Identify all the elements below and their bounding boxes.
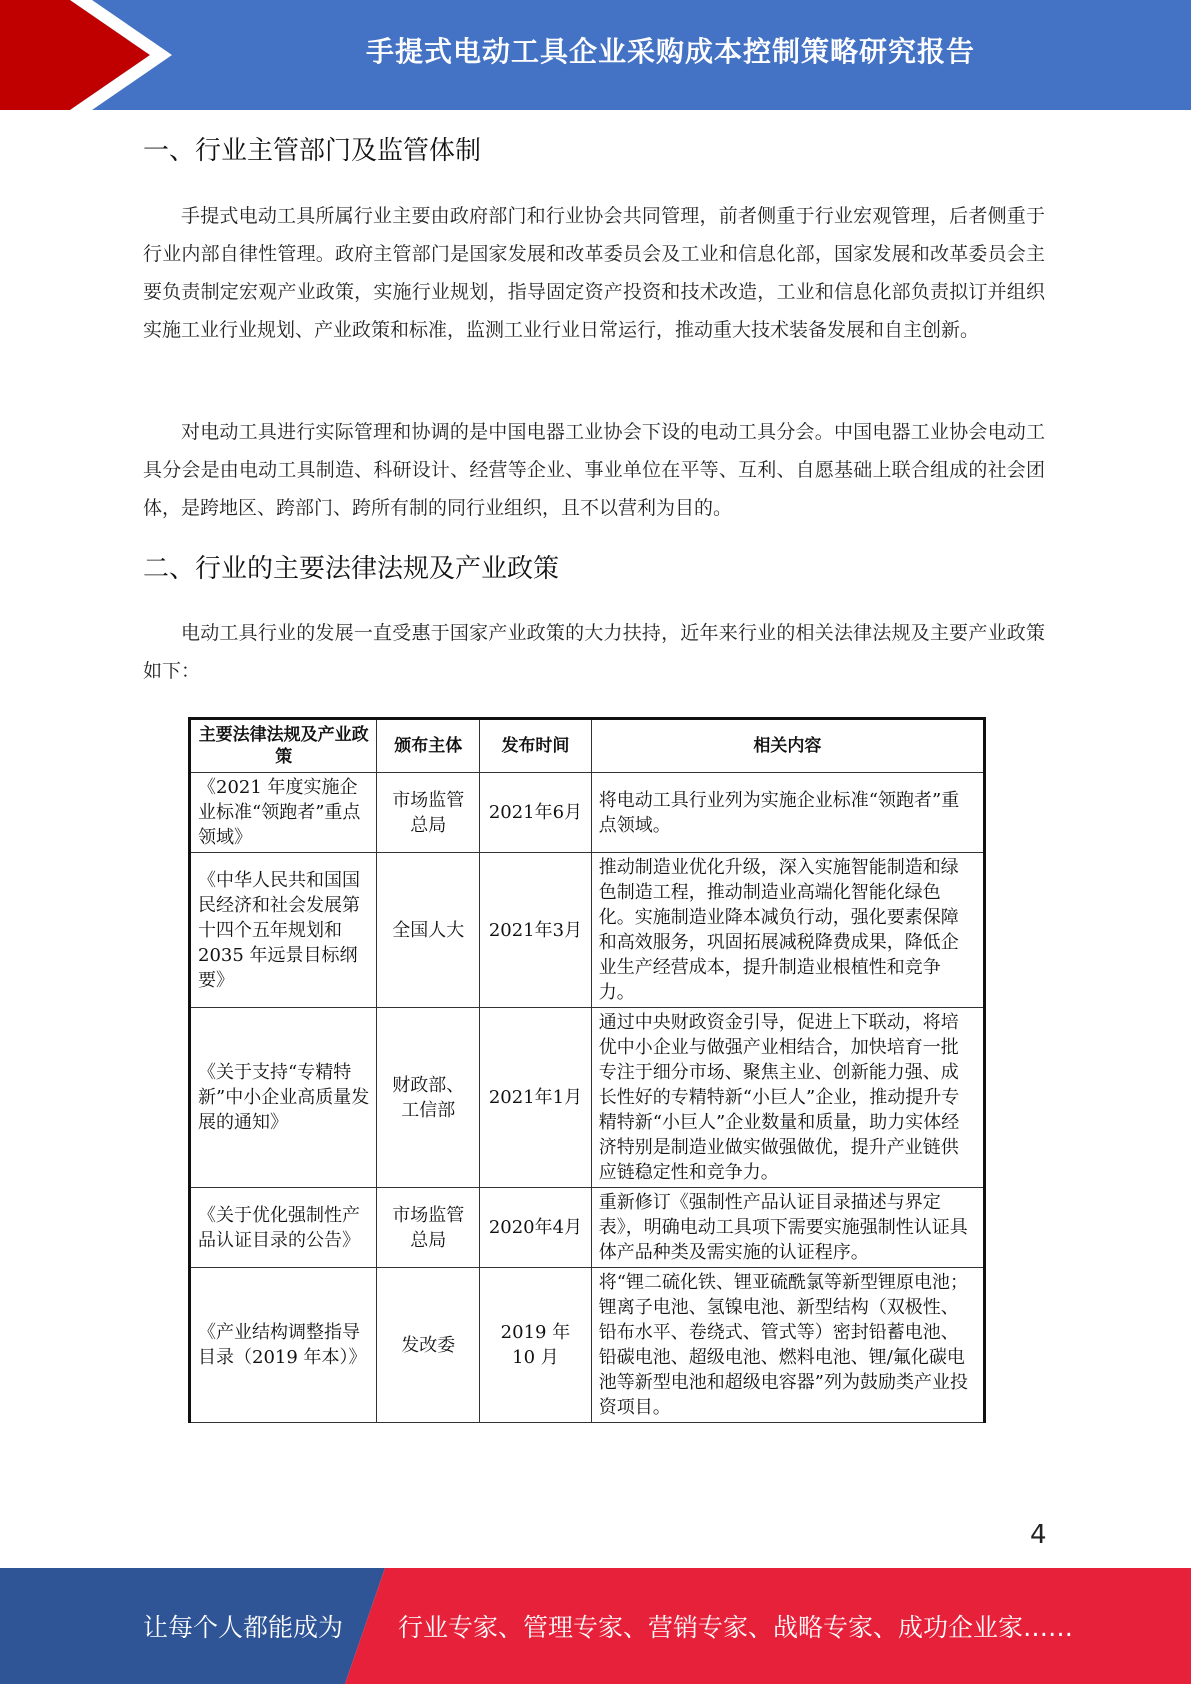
- table-row: [190, 853, 985, 1008]
- table-row: [190, 1188, 985, 1268]
- page-footer: [0, 1568, 1191, 1684]
- cell-content: 通过中央财政资金引导，促进上下联动，将培优中小企业与做强产业相结合，加快培育一批专注于细分市场、聚焦主业、创新能力强、成长性好的专精特新“小巨人”企业，推动提升专精特新“小巨人”企业数量和质量，助力实体经济特别是制造业做实做强做优，提升产业链供应链稳定性和竞争力。: [591, 1008, 984, 1188]
- cell-policy: 《中华人民共和国国民经济和社会发展第十四个五年规划和 2035 年远景目标纲要》: [190, 853, 377, 1008]
- cell-content: 将电动工具行业列为实施企业标准“领跑者”重点领域。: [591, 773, 984, 853]
- cell-policy: 《产业结构调整指导目录（2019 年本）》: [190, 1268, 377, 1423]
- cell-policy: 《关于支持“专精特新”中小企业高质量发展的通知》: [190, 1008, 377, 1188]
- header-content: 相关内容: [591, 719, 984, 773]
- cell-date: 2021年3月: [480, 853, 592, 1008]
- section2-paragraph: 电动工具行业的发展一直受惠于国家产业政策的大力扶持，近年来行业的相关法律法规及主要产业政策如下：: [143, 622, 1045, 682]
- cell-issuer: 市场监管总局: [377, 773, 480, 853]
- section1-heading: 一、行业主管部门及监管体制: [143, 136, 482, 166]
- footer-slogan-right: 行业专家、管理专家、营销专家、战略专家、成功企业家……: [398, 1613, 1074, 1642]
- cell-issuer: 发改委: [377, 1268, 480, 1423]
- cell-date: 2020年4月: [480, 1188, 592, 1268]
- header-issuer: 颁布主体: [377, 719, 480, 773]
- cell-issuer: 全国人大: [377, 853, 480, 1008]
- header-date: 发布时间: [480, 719, 592, 773]
- cell-issuer: 财政部、工信部: [377, 1008, 480, 1188]
- cell-content: 重新修订《强制性产品认证目录描述与界定表》，明确电动工具项下需要实施强制性认证具体产品种类及需实施的认证程序。: [591, 1188, 984, 1268]
- page-number: 4: [1030, 1520, 1047, 1550]
- cell-policy: 《关于优化强制性产品认证目录的公告》: [190, 1188, 377, 1268]
- table-header-row: [190, 719, 985, 773]
- section1-paragraph-1: 手提式电动工具所属行业主要由政府部门和行业协会共同管理，前者侧重于行业宏观管理，后者侧重于行业内部自律性管理。政府主管部门是国家发展和改革委员会及工业和信息化部，国家发展和改革委员会主要负责制定宏观产业政策，实施行业规划，指导固定资产投资和技术改造，工业和信息化部负责拟订并组织实施工业行业规划、产业政策和标准，监测工业行业日常运行，推动重大技术装备发展和自主创新。: [143, 205, 1045, 341]
- footer-slogan-left: 让每个人都能成为: [143, 1613, 344, 1642]
- cell-content: 推动制造业优化升级，深入实施智能制造和绿色制造工程，推动制造业高端化智能化绿色化。实施制造业降本减负行动，强化要素保障和高效服务，巩固拓展减税降费成果，降低企业生产经营成本，提升制造业根植性和竞争力。: [591, 853, 984, 1008]
- table-row: [190, 1268, 985, 1423]
- section1-paragraph-2: 对电动工具进行实际管理和协调的是中国电器工业协会下设的电动工具分会。中国电器工业协会电动工具分会是由电动工具制造、科研设计、经营等企业、事业单位在平等、互利、自愿基础上联合组成的社会团体，是跨地区、跨部门、跨所有制的同行业组织，且不以营利为目的。: [143, 421, 1045, 519]
- table-row: [190, 1008, 985, 1188]
- cell-issuer: 市场监管总局: [377, 1188, 480, 1268]
- cell-content: 将“锂二硫化铁、锂亚硫酰氯等新型锂原电池；锂离子电池、氢镍电池、新型结构（双极性、铅布水平、卷绕式、管式等）密封铅蓄电池、铅碳电池、超级电池、燃料电池、锂/氟化碳电池等新型电池和超级电容器”列为鼓励类产业投资项目。: [591, 1268, 984, 1423]
- section2-heading: 二、行业的主要法律法规及产业政策: [143, 554, 560, 584]
- header-policy: 主要法律法规及产业政策: [190, 719, 377, 773]
- table-row: [190, 773, 985, 853]
- page-header: [0, 0, 1191, 110]
- cell-date: 2021年1月: [480, 1008, 592, 1188]
- cell-policy: 《2021 年度实施企业标准“领跑者”重点领域》: [190, 773, 377, 853]
- cell-date: 2019 年 10 月: [480, 1268, 592, 1423]
- header-red-arrow: [0, 0, 150, 110]
- policy-table: [188, 717, 986, 1423]
- document-title: 手提式电动工具企业采购成本控制策略研究报告: [365, 35, 975, 68]
- cell-date: 2021年6月: [480, 773, 592, 853]
